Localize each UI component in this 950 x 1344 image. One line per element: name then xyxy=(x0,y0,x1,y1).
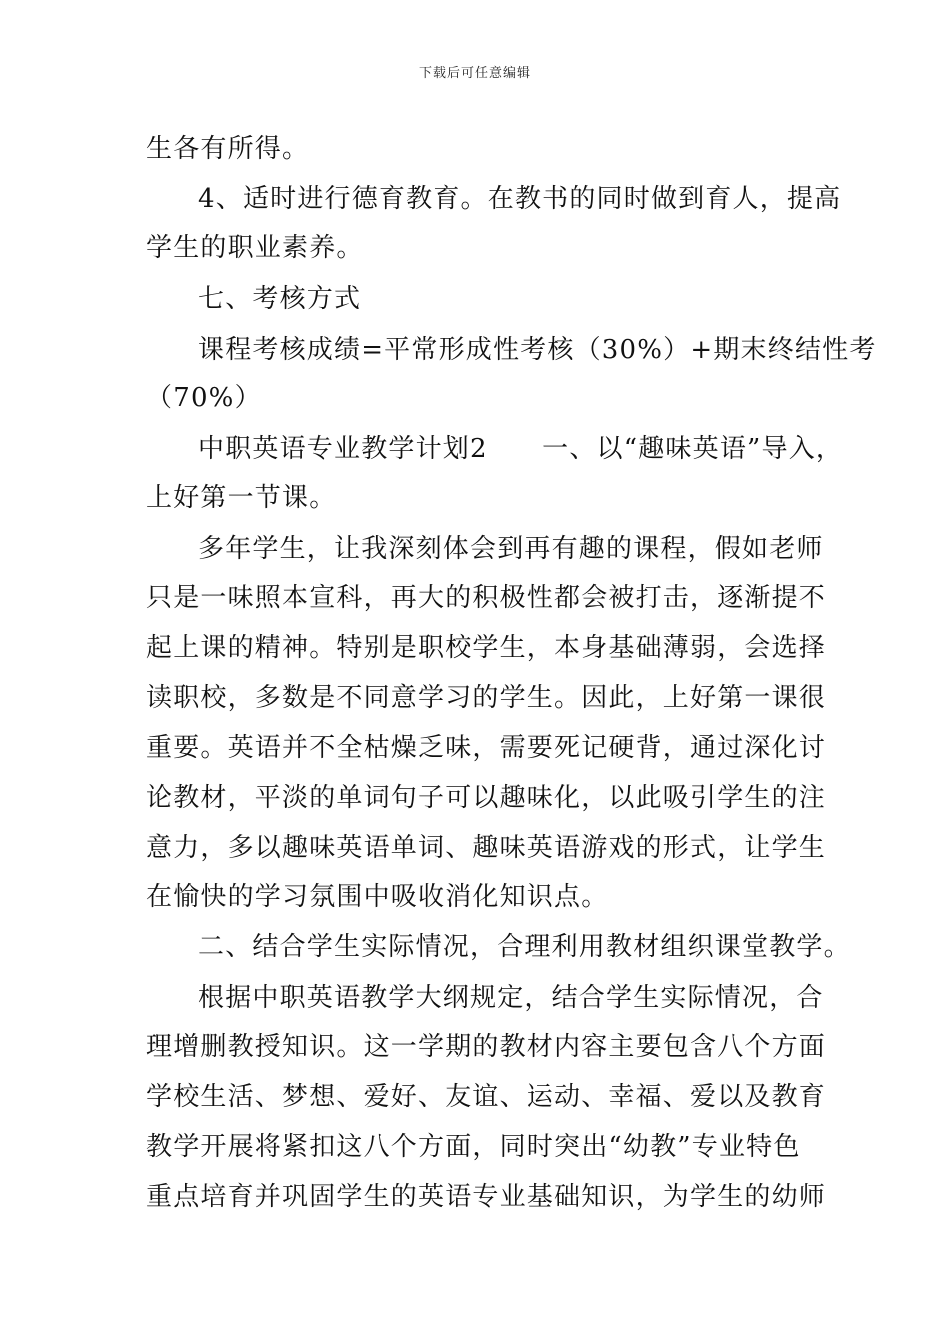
text-line: 只是一味照本宣科，再大的积极性都会被打击，逐渐提不 xyxy=(146,583,827,613)
section-heading: 七、考核方式 xyxy=(198,284,362,314)
text-line: 4、适时进行德育教育。在教书的同时做到育人，提高 xyxy=(198,184,842,214)
text-line: 学生的职业素养。 xyxy=(146,233,364,263)
text-line: 意力，多以趣味英语单词、趣味英语游戏的形式，让学生 xyxy=(146,833,827,863)
text-line: 理增删教授知识。这一学期的教材内容主要包含八个方面 xyxy=(146,1032,827,1062)
text-line: 重要。英语并不全枯燥乏味，需要死记硬背，通过深化讨 xyxy=(146,733,827,763)
text-line: 生各有所得。 xyxy=(146,134,310,164)
section-heading: 二、结合学生实际情况，合理利用教材组织课堂教学。 xyxy=(198,932,851,962)
text-line: 中职英语专业教学计划2 一、以“趣味英语”导入， xyxy=(198,434,844,464)
text-line: 上好第一节课。 xyxy=(146,483,337,513)
text-line: 课程考核成绩=平常形成性考核（30%）+期末终结性考 xyxy=(198,335,877,365)
page-header: 下载后可任意编辑 xyxy=(418,66,531,81)
text-line: （70%） xyxy=(146,383,262,413)
text-line: 在愉快的学习氛围中吸收消化知识点。 xyxy=(146,882,609,912)
text-line: 起上课的精神。特别是职校学生，本身基础薄弱，会选择 xyxy=(146,633,827,663)
text-line: 论教材，平淡的单词句子可以趣味化，以此吸引学生的注 xyxy=(146,783,827,813)
text-line: 学校生活、梦想、爱好、友谊、运动、幸福、爱以及教育 xyxy=(146,1082,827,1112)
text-line: 教学开展将紧扣这八个方面，同时突出“幼教”专业特色 xyxy=(146,1132,801,1162)
text-line: 多年学生，让我深刻体会到再有趣的课程，假如老师 xyxy=(198,534,824,564)
text-line: 根据中职英语教学大纲规定，结合学生实际情况，合 xyxy=(198,983,824,1013)
text-line: 读职校，多数是不同意学习的学生。因此，上好第一课很 xyxy=(146,683,827,713)
text-line: 重点培育并巩固学生的英语专业基础知识，为学生的幼师 xyxy=(146,1182,827,1212)
